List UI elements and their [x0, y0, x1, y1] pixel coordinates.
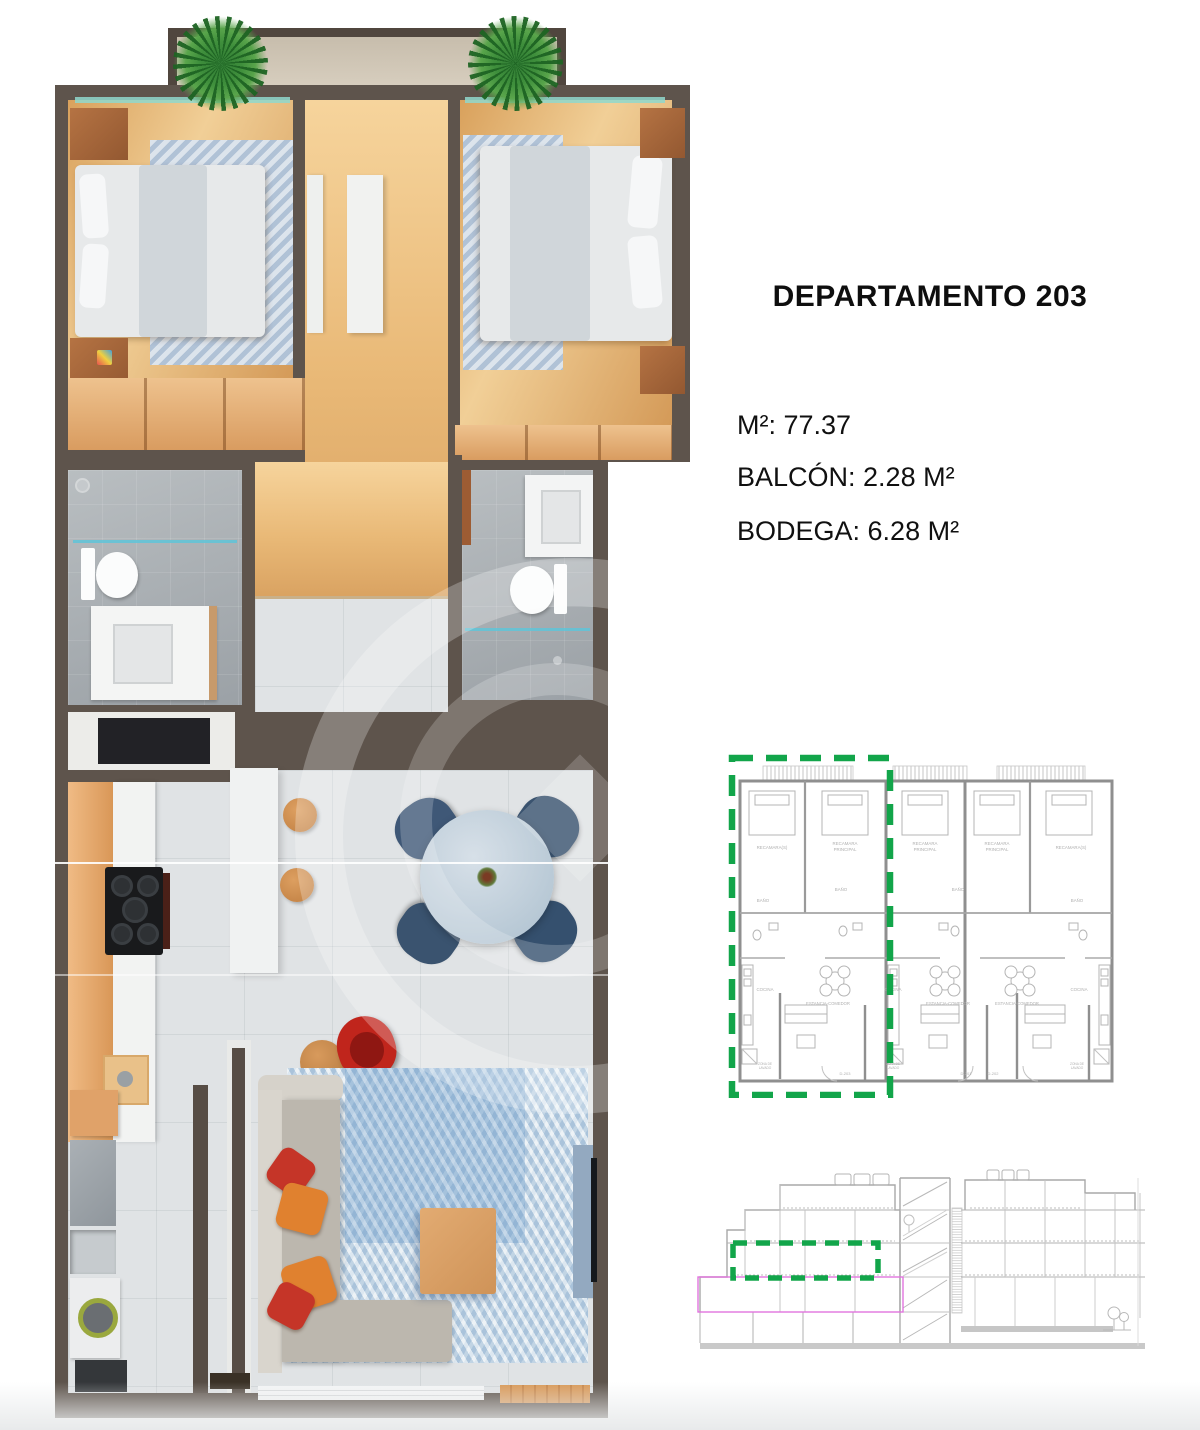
- room-label: LAVADO: [1070, 1066, 1084, 1070]
- partition-wall: [448, 100, 460, 455]
- roof-unit: [873, 1174, 889, 1185]
- burner-icon: [137, 875, 159, 897]
- bed-symbol: [749, 791, 795, 835]
- room-label: COCINA: [756, 987, 774, 992]
- roof-unit: [987, 1170, 999, 1180]
- room-label: RECAMARA: [912, 841, 938, 846]
- page-title: DEPARTAMENTO 203: [772, 280, 1088, 313]
- tv-console: [573, 1145, 593, 1298]
- sink: [541, 490, 581, 544]
- page-bottom-fade: [0, 1382, 1200, 1430]
- floor-threshold: [255, 596, 448, 599]
- burner-icon: [111, 875, 133, 897]
- room-label: RECAMARA: [984, 841, 1010, 846]
- pillow: [79, 173, 109, 239]
- laundry-open-shelf: [70, 1230, 116, 1274]
- window-glass: [75, 97, 290, 103]
- storage-closet-floor: [98, 718, 210, 764]
- room-label: PRINCIPAL: [833, 847, 857, 852]
- shower-glass: [73, 540, 237, 543]
- burner-icon: [111, 923, 133, 945]
- shower-head-icon: [77, 480, 88, 491]
- closet-wall: [68, 770, 235, 782]
- section-drawing: [695, 1158, 1160, 1363]
- hall-closet: [307, 175, 323, 333]
- washer-door-icon: [78, 1298, 118, 1338]
- keyplan-drawing: [725, 753, 1115, 1098]
- plan-body: [55, 28, 690, 1418]
- bathroom-wall: [448, 455, 462, 712]
- bar-stool: [283, 798, 317, 832]
- room-label: LAVADO: [758, 1066, 772, 1070]
- room-label: RECAMARA: [832, 841, 858, 846]
- washer-symbol: [742, 1049, 1109, 1064]
- laundry-wall: [193, 1085, 208, 1393]
- washing-machine: [70, 1278, 120, 1358]
- laundry-shelf: [70, 1090, 118, 1136]
- nightstand: [640, 346, 685, 394]
- section-structure: [700, 1170, 1145, 1349]
- room-label: BAÑO: [756, 898, 770, 903]
- pillow: [627, 235, 663, 309]
- table-centerpiece: [477, 867, 497, 887]
- shrub-icon: [904, 1215, 914, 1232]
- partition-wall: [232, 1048, 245, 1393]
- hallway-floor-tile: [255, 598, 448, 712]
- roof-unit: [1017, 1170, 1029, 1180]
- laundry-cabinet: [70, 1140, 116, 1226]
- accent-chair-seat: [345, 1027, 388, 1072]
- toy-decor: [97, 350, 112, 365]
- dining-symbol: [820, 966, 1035, 996]
- toilet: [510, 566, 554, 614]
- window-hatch: [997, 766, 1085, 781]
- bed-symbol: [974, 791, 1020, 835]
- pillow: [79, 243, 109, 309]
- room-label: COCINA: [1070, 987, 1088, 992]
- room-label: ZONA DE: [1070, 1062, 1084, 1066]
- kitchen-island: [230, 768, 278, 973]
- room-label: COCINA: [884, 987, 902, 992]
- room-label: BAÑO: [951, 887, 965, 892]
- section-magenta-outline: [698, 1277, 903, 1312]
- bed-symbol: [902, 791, 948, 835]
- sofa-back: [258, 1090, 282, 1373]
- burner-icon: [137, 923, 159, 945]
- bar-stool: [280, 868, 314, 902]
- toilet-tank: [554, 564, 567, 614]
- partition-wall: [293, 100, 305, 378]
- keyplan-furniture: [742, 791, 1110, 1064]
- oven-control: [163, 873, 170, 949]
- plant-icon: [468, 16, 563, 111]
- bathroom-wall: [242, 462, 255, 712]
- room-label: ZONA DE: [886, 1062, 900, 1066]
- nightstand: [70, 108, 128, 160]
- room-label: ESTANCIA-COMEDOR: [995, 1001, 1039, 1006]
- bed-symbol: [1046, 791, 1092, 835]
- wardrobe: [68, 378, 305, 450]
- room-label: BAÑO: [834, 887, 848, 892]
- wardrobe: [455, 425, 672, 460]
- hallway-floor-mid: [255, 462, 448, 598]
- sofa-symbol: [785, 1005, 1065, 1048]
- spec-balcony: BALCÓN: 2.28 M²: [737, 462, 955, 492]
- room-label: LAVADO: [886, 1066, 900, 1070]
- window-hatch: [763, 766, 853, 781]
- roof-unit: [854, 1174, 870, 1185]
- burner-icon: [122, 897, 148, 923]
- plant-icon: [173, 16, 268, 111]
- unit-label: D-201: [960, 1071, 972, 1076]
- drain-icon: [553, 656, 562, 665]
- window-hatch: [893, 766, 967, 781]
- unit-label: D-202: [987, 1071, 999, 1076]
- unit-label: D-203: [839, 1071, 851, 1076]
- room-label: PRINCIPAL: [985, 847, 1009, 852]
- image-seam-line: [55, 862, 608, 864]
- sink: [113, 624, 173, 684]
- room-label: BAÑO: [1070, 898, 1084, 903]
- bed-duvet: [139, 165, 207, 337]
- room-label: ZONA DE: [758, 1062, 772, 1066]
- hall-dresser: [347, 175, 383, 333]
- room-label: ESTANCIA-COMEDOR: [926, 1001, 970, 1006]
- stove: [105, 867, 163, 955]
- shower-glass: [465, 628, 590, 631]
- image-seam-line: [55, 974, 608, 976]
- bath-fixtures: [753, 923, 1087, 940]
- coffee-table: [420, 1208, 496, 1294]
- pillow: [627, 155, 663, 229]
- room-label: ESTANCIA-COMEDOR: [806, 1001, 850, 1006]
- roof-unit: [1002, 1170, 1014, 1180]
- bed-duvet: [510, 146, 590, 341]
- room-label: RECAMARA(S): [756, 845, 788, 850]
- toilet-tank: [81, 548, 95, 600]
- room-label: PRINCIPAL: [913, 847, 937, 852]
- spec-bodega: BODEGA: 6.28 M²: [737, 516, 960, 546]
- roof-unit: [835, 1174, 851, 1185]
- sink-basin: [117, 1071, 133, 1087]
- spec-area: M²: 77.37: [737, 410, 852, 440]
- bath-wood-panel: [462, 470, 471, 545]
- room-label: RECAMARA(S): [1055, 845, 1087, 850]
- bed-symbol: [822, 791, 868, 835]
- floor-plan-3d: [55, 28, 690, 1418]
- tv-icon: [591, 1158, 597, 1282]
- nightstand: [640, 108, 685, 158]
- toilet: [96, 552, 138, 598]
